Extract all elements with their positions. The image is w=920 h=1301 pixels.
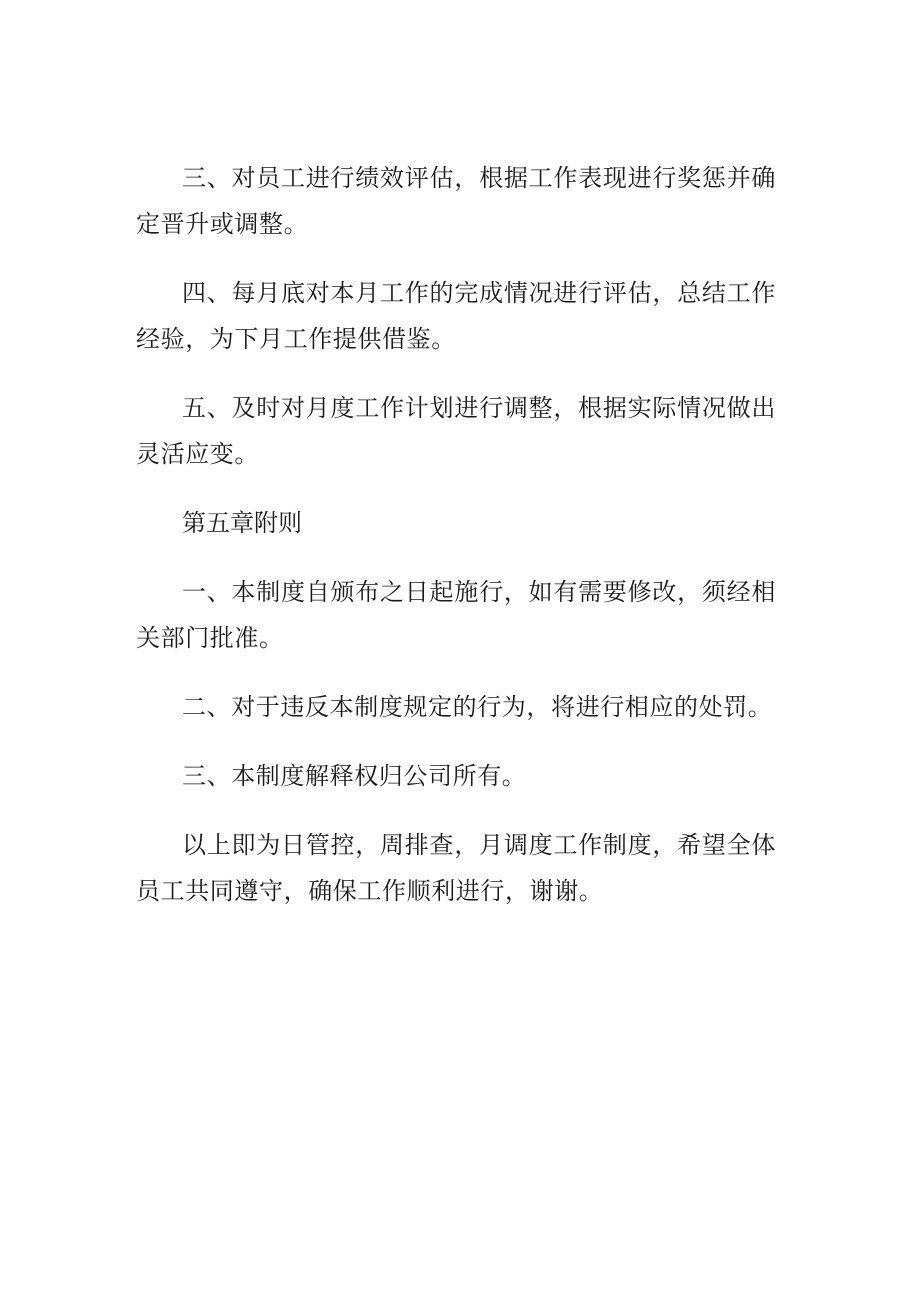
chapter-heading: 第五章附则 [182,509,302,537]
document-body [136,155,776,937]
paragraph-monthly-review: 四、每月底对本月工作的完成情况进行评估，总结工作经验，为下月工作提供借鉴。 [136,279,776,353]
paragraph-performance-evaluation: 三、对员工进行绩效评估，根据工作表现进行奖惩并确定晋升或调整。 [136,164,776,238]
paragraph-plan-adjustment: 五、及时对月度工作计划进行调整，根据实际情况做出灵活应变。 [136,394,776,468]
paragraph-violation-penalty: 二、对于违反本制度规定的行为，将进行相应的处罚。 [182,693,773,721]
paragraph-effective-date: 一、本制度自颁布之日起施行，如有需要修改，须经相关部门批准。 [136,578,776,652]
paragraph-closing: 以上即为日管控，周排查，月调度工作制度，希望全体员工共同遵守，确保工作顺利进行，谢谢。 [136,831,776,905]
paragraph-interpretation-right: 三、本制度解释权归公司所有。 [182,762,527,790]
